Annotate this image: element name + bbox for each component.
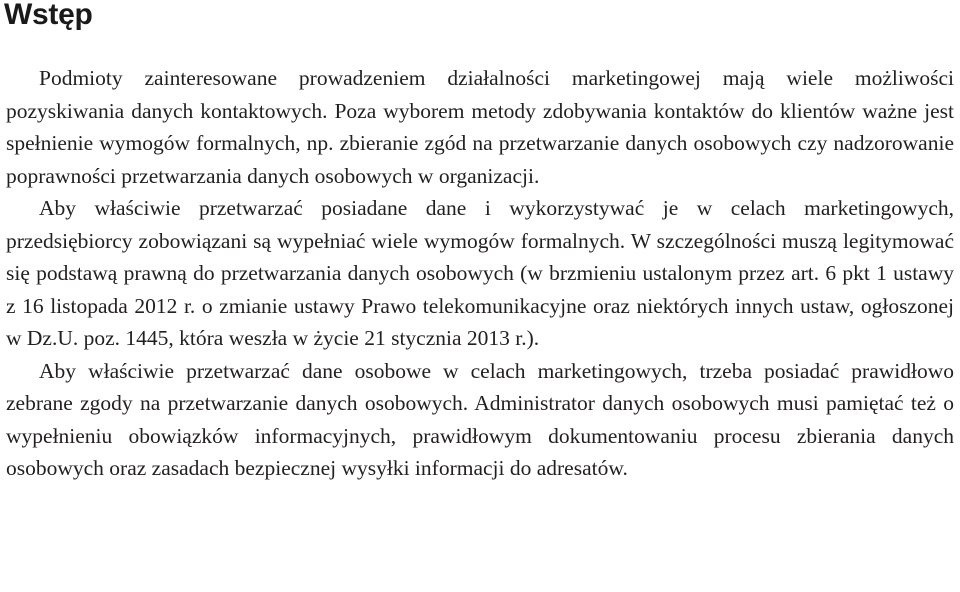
paragraph-3: Aby właściwie przetwarzać dane osobowe w celach marketingowych, trzeba posiadać prawidłowo zebrane zgody na przetwarzanie danych osobowych. Administrator danych osobowych musi pamiętać też o wypełnieniu obowiązków informacyjnych, prawidłowym dokumentowaniu procesu zbierania danych osobowych oraz zasadach bezpiecznej wysyłki informacji do adresatów. [6,358,954,480]
body-text [6,62,954,485]
paragraph-1: Podmioty zainteresowane prowadzeniem działalności marketingowej mają wiele możliwości pozyskiwania danych kontaktowych. Poza wyborem metody zdobywania kontaktów do klientów ważne jest spełnienie wymogów formalnych, np. zbieranie zgód na przetwarzanie danych osobowych czy nadzorowanie poprawności przetwarzania danych osobowych w organizacji. [6,66,954,188]
paragraph-2: Aby właściwie przetwarzać posiadane dane i wykorzystywać je w celach marketingowych, przedsiębiorcy zobowiązani są wypełniać wiele wymogów formalnych. W szczególności muszą legitymować się podstawą prawną do przetwarzania danych osobowych (w brzmieniu ustalonym przez art. 6 pkt 1 ustawy z 16 listopada 2012 r. o zmianie ustawy Prawo telekomunikacyjne oraz niektórych innych ustaw, ogłoszonej w Dz.U. poz. 1445, która weszła w życie 21 stycznia 2013 r.). [6,196,954,350]
section-heading: Wstęp [4,0,93,31]
